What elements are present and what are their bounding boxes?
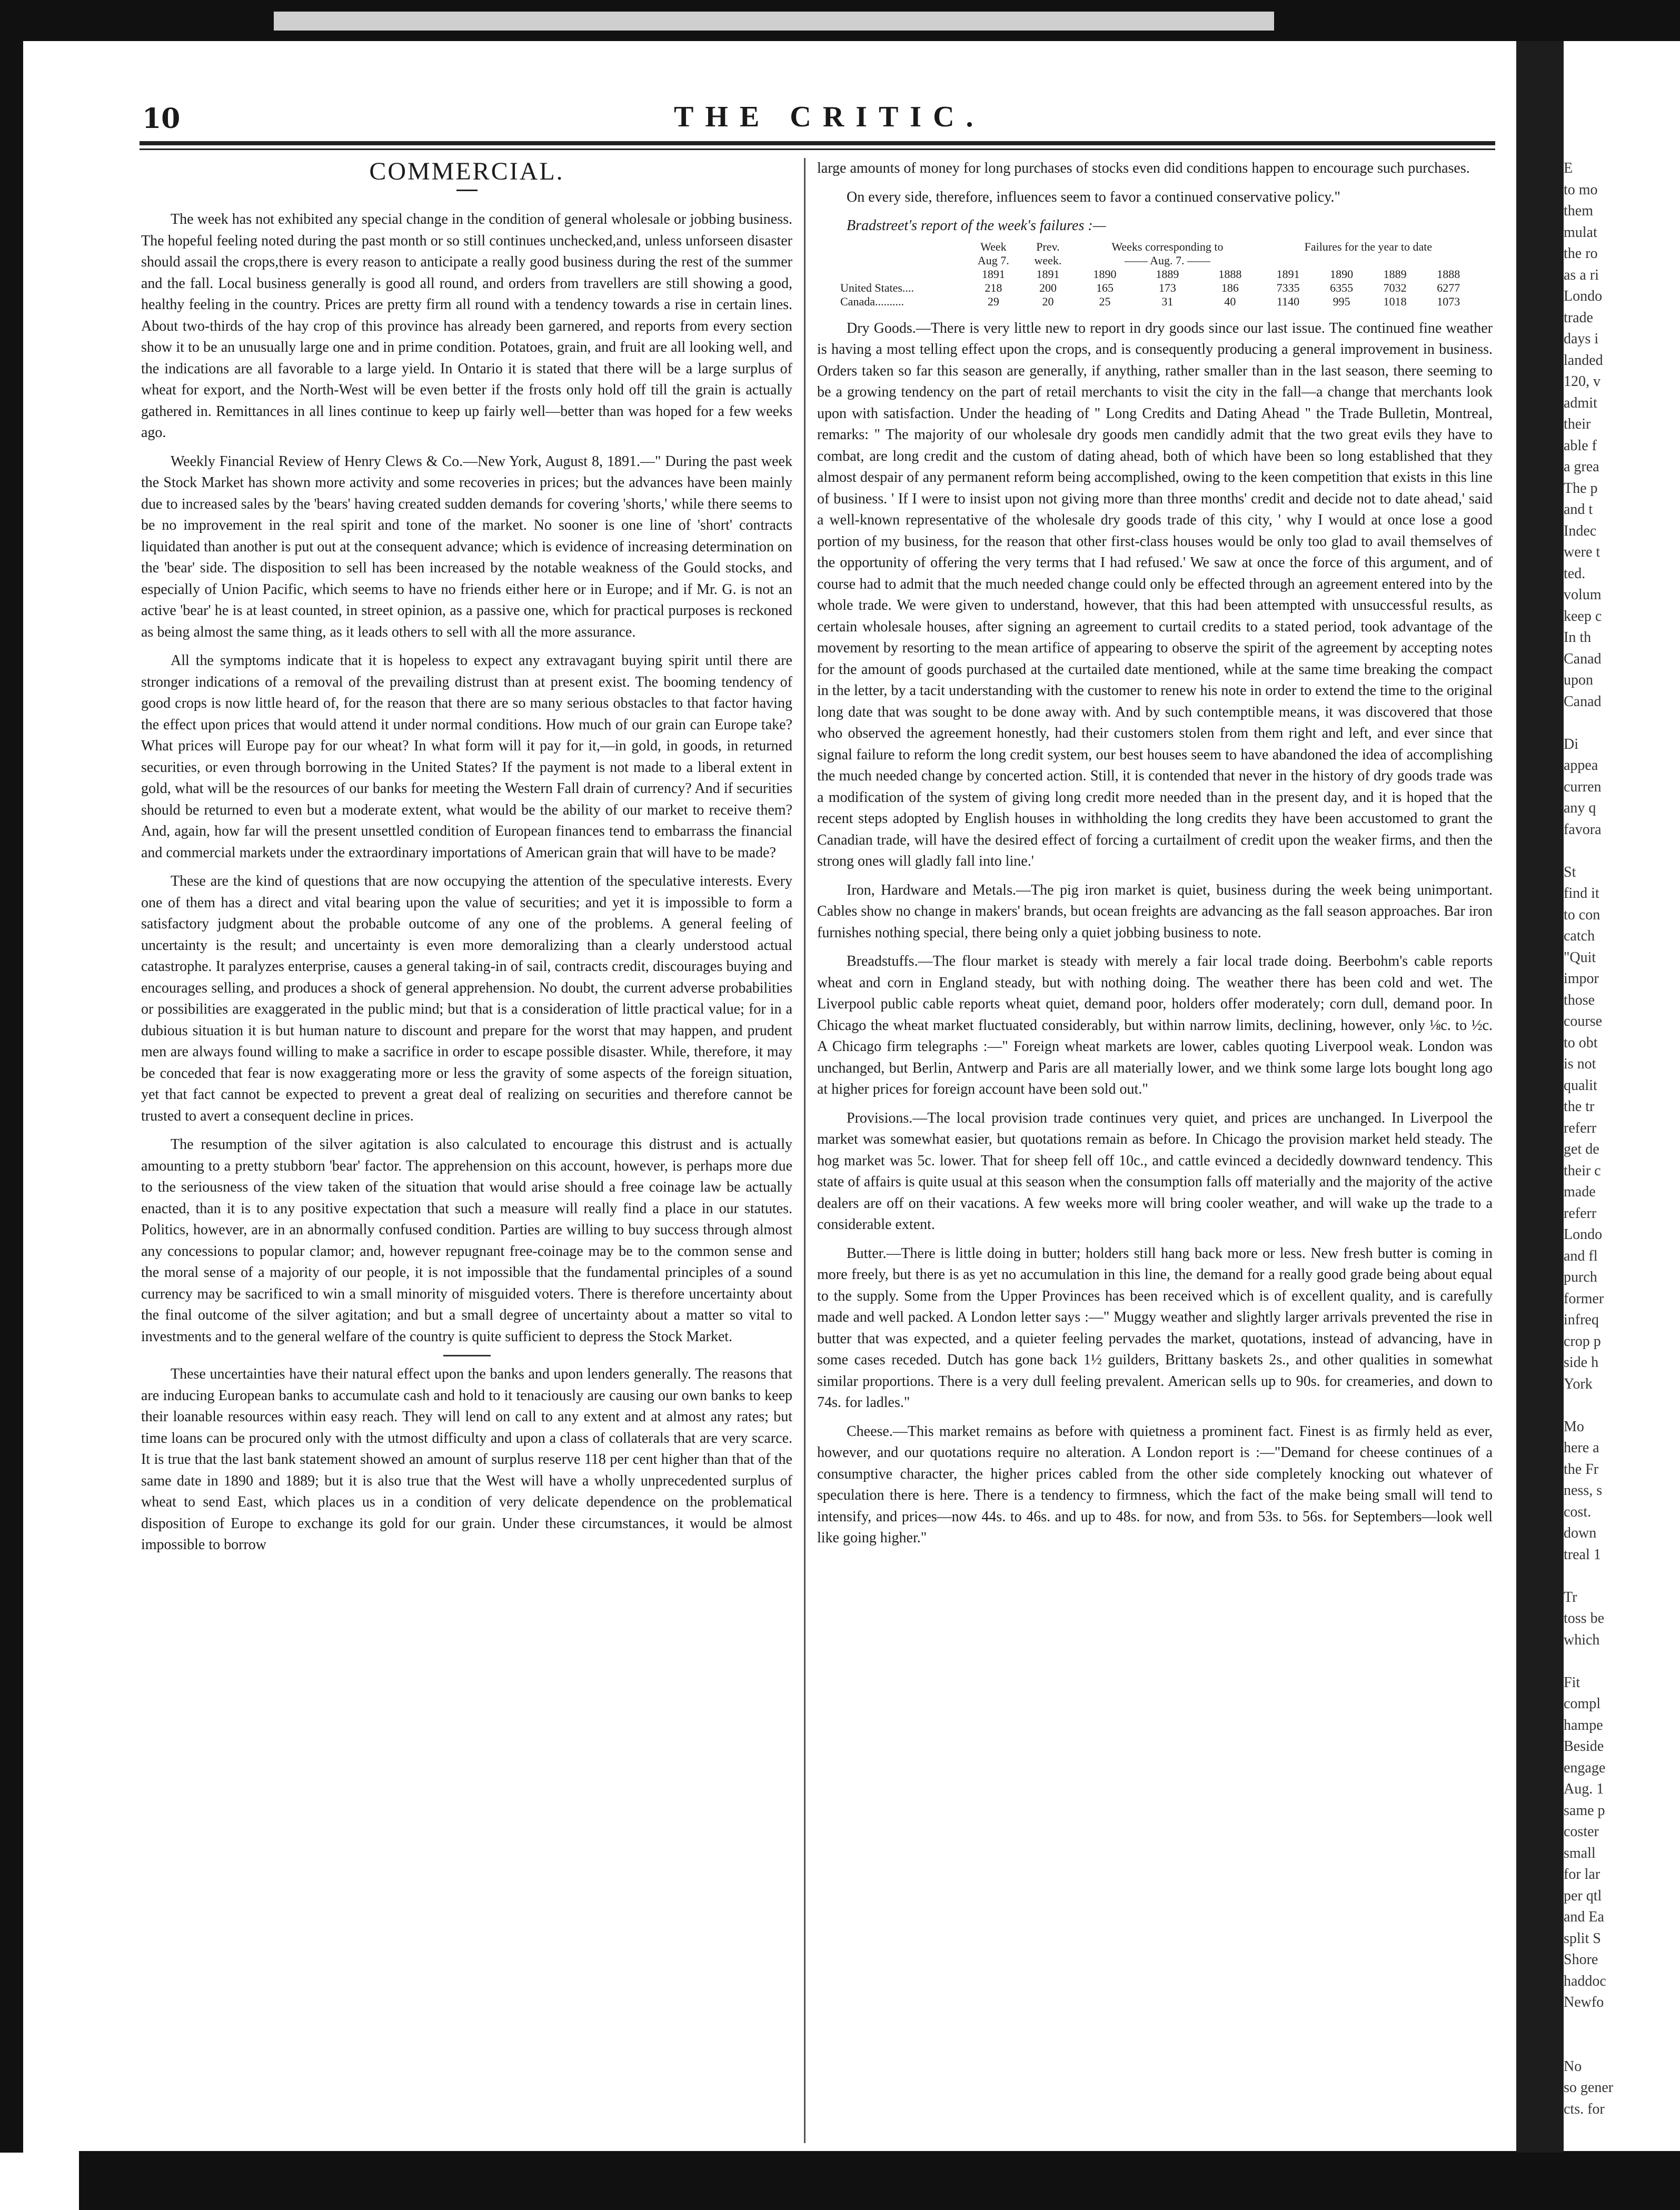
margin-fragment: Shore [1564,1951,1598,1968]
margin-fragment: haddoc [1564,1973,1606,1989]
margin-fragment: were t [1564,544,1601,560]
table-cell: 165 [1096,281,1114,294]
table-cell: 6277 [1437,281,1460,294]
table-cell: Aug 7. [977,253,1009,267]
table-cell: Canada.......... [840,294,904,308]
table-cell: 173 [1158,281,1176,294]
margin-fragment: Londo [1564,1226,1603,1243]
page-gutter-shadow [1516,41,1564,2153]
table-cell: week. [1034,253,1062,267]
margin-fragment: the Fr [1564,1461,1599,1478]
margin-fragment: referr [1564,1205,1597,1222]
margin-fragment: split S [1564,1930,1601,1947]
table-cell: 1073 [1437,294,1460,308]
table-cell: 1891 [1276,267,1300,281]
column-divider [804,158,806,2143]
paragraph-conservative-policy: On every side, therefore, influences seem to favor a continued conservative policy." [847,189,1340,205]
table-cell: 31 [1161,294,1174,308]
margin-fragment: coster [1564,1824,1599,1840]
margin-fragment: so gener [1564,2079,1614,2096]
masthead-title: THE CRITIC. [674,101,985,133]
page-number: 10 [142,103,181,135]
margin-fragment [1564,1565,1680,1587]
margin-fragment: 120, v [1564,373,1601,390]
table-cell: 1018 [1383,294,1407,308]
margin-fragment: to obt [1564,1034,1598,1051]
paragraph-banks: These uncertainties have their natural effect upon the banks and upon lenders generally. The reasons that are inducing European banks to accumulate cash and hold to it tenaciously are causing our own banks to keep their loanable resources within easy reach. They will lend on call to any extent and at almost any rates; but time loans can be procured only with the utmost difficulty and upon a class of collaterals that are very scarce. It is true that the last bank statement showed an amount of surplus reserve 118 per cent higher than that of the same date in 1890 and 1889; but it is also true that the West will have a wholly unprecedented surplus of wheat to send East, which places us in a condition of very delicate dependence on the problematical disposition of Europe to exchange its gold for our grain. Under these circumstances, it would be almost impossible to borrow [141,1366,792,1553]
margin-fragment: ness, s [1564,1482,1603,1499]
margin-fragment: York [1564,1375,1593,1392]
table-cell: 200 [1039,281,1057,294]
table-cell: United States.... [840,281,914,294]
margin-fragment: side h [1564,1354,1599,1371]
table-row [838,281,1475,295]
table-cell: 995 [1333,294,1350,308]
margin-fragment: treal 1 [1564,1546,1601,1563]
paragraph-clews-review: Weekly Financial Review of Henry Clews & Co.—New York, August 8, 1891.—" During the past week the Stock Market has shown more activity and some recoveries in prices; but the advances have been mainly due to increased sales by the 'bears' having created sudden demands for covering 'shorts,' while there seems to be no improvement in the real spirit and tone of the market. No sooner is one line of 'short' contracts liquidated than another is put out at the consequent advance; which is evidence of increasing determination on the 'bear' side. The disposition to sell has been increased by the notable weakness of the Gould stocks, and especially of Union Pacific, which seems to have no friends either here or in Europe; and if Mr. G. is not an active 'bear' he is at least counted, in street opinion, as a passive one, which for practical purposes is reckoned as being almost the same thing, as it leads others to sell with all the more assurance. [141,453,792,640]
table-cell: 186 [1221,281,1239,294]
margin-fragment: is not [1564,1056,1596,1072]
table-cell [838,254,965,267]
margin-fragment: In th [1564,629,1592,646]
margin-fragment: and t [1564,501,1593,518]
margin-fragment: per qtl [1564,1887,1602,1904]
margin-fragment: No [1564,2058,1582,2075]
margin-fragment: toss be [1564,1610,1604,1627]
margin-fragment: their c [1564,1162,1601,1179]
margin-fragment: The p [1564,480,1598,497]
margin-fragment: able f [1564,437,1597,454]
table-cell: 1889 [1383,267,1407,281]
paragraph-business-conditions: The week has not exhibited any special change in the condition of general wholesale or jobbing business. The hopeful feeling noted during the past month or so still continues unchecked,and, unless unforseen disaster should assail the crops,there is every reason to anticipate a really good business during the rest of the summer and the fall. Local business generally is good all round, and orders from travellers are still showing a good, healthy feeling in the country. Prices are pretty firm all round with a tendency towards a rise in certain lines. About two-thirds of the hay crop of this province has already been garnered, and reports from every section show it to be an unusually large one and in prime condition. Potatoes, grain, and fruit are all looking well, and the indications are all favorable to a large yield. In Ontario it is stated that there will be a large surplus of wheat for export, and the North-West will be even better if the frosts only hold off till the grain is actually gathered in. Remittances in all lines continue to keep up fairly well—better than was hoped for a few weeks ago. [141,211,792,441]
table-cell: Failures for the year to date [1304,240,1433,253]
margin-fragment: catch [1564,928,1595,944]
margin-fragment: St [1564,864,1576,880]
margin-fragment: and fl [1564,1247,1598,1264]
margin-fragment: Indec [1564,522,1597,539]
top-scan-artifact [274,12,1274,31]
table-cell: 40 [1224,294,1236,308]
paragraph-continued: large amounts of money for long purchases of stocks even did conditions happen to encourage such purchases. [817,160,1470,176]
margin-fragment: Beside [1564,1738,1604,1755]
paragraph-butter: Butter.—There is little doing in butter; holders still hang back more or less. New fresh butter is coming in more freely, but there is as yet no accumulation in this line, the demand for a really good grade being about equal to the supply. Some from the Upper Provinces has been received which is of excellent quality, and is carefully made and well packed. A London letter says :—" Muggy weather and slightly larger arrivals prevented the rise in butter that was expected, and a quieter feeling pervades the market, quotations, instead of advancing, have in some cases receded. Dutch has gone back 1½ guilders, Brittany baskets 2s., and other qualities in somewhat similar proportions. There is a very dull feeling prevalent. American sells up to 90s. for creameries, and down to 74s. for ladles." [817,1245,1493,1411]
margin-fragment: cts. for [1564,2100,1605,2117]
margin-fragment: appea [1564,757,1598,774]
table-cell: 7335 [1276,281,1300,294]
margin-fragment: admit [1564,394,1597,411]
section-heading: COMMERCIAL. [369,157,564,185]
failures-caption: Bradstreet's report of the week's failures :— [847,217,1106,234]
adjacent-page-fragments [1564,158,1680,2120]
table-cell: 29 [987,294,999,308]
table-cell: Week [980,240,1007,253]
margin-fragment [1564,840,1680,862]
paragraph-cheese: Cheese.—This market remains as before with quietness a prominent fact. Finest is as firmly held as ever, however, and our quotations require no alteration. A London report is :—"Demand for cheese continues of a consumptive character, the higher prices cabled from the other side completely knocking out whatever of speculation there is here. There is a tendency to firmness, which the fact of the make being small will tend to intensify, and prices—now 44s. to 46s. and up to 48s. for now, and from 53s. to 56s. for Septembers—look well like going higher." [817,1423,1493,1546]
margin-fragment: ted. [1564,565,1586,582]
margin-fragment: those [1564,992,1595,1008]
margin-fragment: Canad [1564,693,1602,710]
margin-fragment: compl [1564,1696,1601,1712]
margin-fragment: former [1564,1290,1604,1307]
masthead-rule-thin [140,148,1495,150]
left-column [141,158,792,1556]
table-cell: 1889 [1156,267,1179,281]
margin-fragment: keep c [1564,608,1602,625]
margin-fragment [1564,712,1680,734]
paragraph-provisions: Provisions.—The local provision trade continues very quiet, and prices are unchanged. In Liverpool the market was somewhat easier, but quotations remain as before. In Chicago the provision market held steady. The hog market was 5c. lower. That for sheep fell off 10c., and cattle evinced a decidedly downward tendency. This state of affairs is quite usual at this season when the consumption falls off materially and the majority of the active dealers are off on their vacations. A few weeks more will bring cooler weather, and will wake up the trade to a considerable extent. [817,1109,1493,1233]
margin-fragment [1564,1651,1680,1672]
table-header-row [838,267,1475,281]
table-cell [838,267,965,281]
margin-fragment: trade [1564,309,1593,326]
table-cell: 7032 [1383,281,1407,294]
margin-fragment: them [1564,203,1593,219]
margin-fragment: E [1564,160,1573,176]
margin-fragment: here a [1564,1440,1599,1456]
margin-fragment: a grea [1564,459,1599,475]
margin-fragment: Mo [1564,1418,1584,1435]
paragraph-symptoms: All the symptoms indicate that it is hopeless to expect any extravagant buying spirit until there are stronger indications of a removal of the prevailing distrust than at present exist. The booming tendency of good crops is now little heard of, for the reason that there are so many serious obstacles to that factor having the effect upon prices that would attend it under normal conditions. How much of our grain can Europe take? What prices will Europe pay for our wheat? In what form will it pay for it,—in gold, in goods, in returned securities, or even through borrowing in the United States? If the payment is not made to a liberal extent in gold, what will be the resources of our banks for meeting the Western Fall drain of currency? And if securities should be returned to even but a moderate extent, what would be the ability of our market to receive them? And, again, how far will the present unsettled condition of European finances tend to embarrass the financial and commercial markets under the extraordinary importations of American grain that will have to be made? [141,652,792,861]
margin-fragment: days i [1564,331,1599,347]
paragraph-questions: These are the kind of questions that are now occupying the attention of the speculative interests. Every one of them has a direct and vital bearing upon the value of securities; and yet it is impossible to form a satisfactory judgment about the probable outcome of any one of the problems. A general feeling of uncertainty is the result; and uncertainty is even more demoralizing than a clearly understood actual catastrophe. It paralyzes enterprise, causes a general taking-in of sail, contracts credit, discourages buying and encourages selling, and produces a shock of general apprehension. No doubt, the current adverse probabilities or possibilities are exaggerated in the public mind; but that is a consideration of little practical value; for in a dubious situation it is but human nature to discount and prepare for the worst that may happen, and prudent men are always found willing to make a sacrifice in order to escape possible disaster. While, therefore, it may be conceded that fear is now exaggerating more or less the gravity of some aspects of the foreign situation, yet that fact cannot be expected to prevent a great deal of realizing on securities and therefore cannot be trusted to avert a consequent decline in prices. [141,873,792,1124]
table-cell: Weeks corresponding to [1111,240,1224,253]
margin-fragment: volum [1564,587,1602,603]
margin-fragment: upon [1564,672,1593,688]
paragraph-rule [443,1355,491,1356]
margin-fragment [1564,1395,1680,1416]
margin-fragment: impor [1564,970,1599,987]
margin-fragment: qualit [1564,1077,1597,1094]
margin-fragment: curren [1564,778,1602,795]
margin-fragment: infreq [1564,1312,1599,1328]
table-cell: 1140 [1276,294,1300,308]
table-cell: 6355 [1330,281,1354,294]
table-cell [838,240,965,254]
table-cell: 1891 [1036,267,1060,281]
margin-fragment: the ro [1564,245,1598,262]
margin-fragment: purch [1564,1269,1597,1285]
margin-fragment: for lar [1564,1866,1601,1882]
margin-fragment: find it [1564,885,1599,901]
margin-fragment: made [1564,1184,1596,1200]
failures-table [838,240,1475,309]
table-cell: 1891 [981,267,1005,281]
margin-fragment: any q [1564,800,1596,816]
margin-fragment: "Quit [1564,949,1596,966]
margin-fragment: Londo [1564,288,1603,304]
paragraph-dry-goods: Dry Goods.—There is very little new to report in dry goods since our last issue. The continued fine weather is having a most telling effect upon the crops, and is consequently producing a general improvement in business. Orders taken so far this season are generally, if anything, rather smaller than in the last season, there seeming to be a growing tendency on the part of retail merchants to visit the city in the fall—a change that merchants look upon with satisfaction. Under the heading of " Long Credits and Dating Ahead " the Trade Bulletin, Montreal, remarks: " The majority of our wholesale dry goods men candidly admit that the two great evils they have to combat, are long credit and the custom of dating ahead, both of which have been so long established that they almost despair of any permanent reform being accomplished, owing to the keen competition that exists in this line of business. ' If I were to insist upon not giving more than three months' credit and decide not to date ahead,' said a well-known representative of the wholesale dry goods trade of this city, ' why I would at once lose a good portion of my business, for the reason that other first-class houses would be only too glad to avail themselves of the opportunity of offering the very terms that I had refused.' We saw at once the force of this argument, and of course had to admit that the much needed change could only be effected through an agreement entered into by the whole trade. We were given to understand, however, that this had been attempted with unsuccessful results, as certain wholesale houses, after signing an agreement to curtail credits to a stated period, took advantage of the movement by resorting to the mean artifice of appearing to observe the spirit of the agreement by accepting notes for the amount of goods purchased at the curtailed date mentioned, while at the same time breaking the compact in the letter, by a tacit understanding with the customer to renew his note in order to extend the time to the original long date that was sought to be done away with. And by such contemptible means, it was discovered that those who observed the agreement honestly, had their customers stolen from them right and left, and ever since that signal failure to reform the long credit system, our best houses seem to have abandoned the idea of accomplishing the much needed change by concerted action. Still, it is contended that never in the history of dry goods trade was a modification of the system of giving long credit more needed than in the present day, and it is hoped that the recent steps adopted by English houses in withholding the long credits they have been accustomed to grant the Canadian trade, will have the desired effect of forcing a curtailment of credit upon the weaker firms, and then the strong ones will gladly fall into line.' [817,320,1493,869]
left-scan-border [0,41,23,2153]
margin-fragment: to mo [1564,181,1598,198]
table-cell: 25 [1099,294,1111,308]
margin-fragment: which [1564,1631,1600,1648]
margin-fragment [1564,2014,1680,2035]
margin-fragment: referr [1564,1119,1597,1136]
margin-fragment: Newfo [1564,1994,1604,2010]
margin-fragment: Aug. 1 [1564,1781,1604,1797]
margin-fragment: down [1564,1525,1597,1541]
margin-fragment: cost. [1564,1503,1592,1520]
margin-fragment: small [1564,1845,1596,1861]
margin-fragment: Tr [1564,1589,1577,1606]
table-cell [1261,254,1475,267]
table-cell: 20 [1042,294,1054,308]
margin-fragment: as a ri [1564,266,1599,283]
table-cell: 1890 [1093,267,1117,281]
table-header-row [838,240,1475,254]
right-column [817,158,1493,1549]
margin-fragment: same p [1564,1802,1605,1819]
table-cell: —— Aug. 7. —— [1124,253,1211,267]
margin-fragment: and Ea [1564,1909,1604,1925]
heading-rule [456,190,478,191]
margin-fragment: hampe [1564,1717,1603,1733]
table-cell: Prev. [1036,240,1060,253]
margin-fragment: landed [1564,352,1603,369]
paragraph-iron-hardware: Iron, Hardware and Metals.—The pig iron market is quiet, business during the week being unimportant. Cables show no change in makers' brands, but ocean freights are advancing as the fall season approaches. Bar iron furnishes nothing special, there being only a quiet jobbing business to note. [817,881,1493,941]
table-cell: 218 [985,281,1002,294]
margin-fragment [1564,2035,1680,2056]
table-cell: 1888 [1218,267,1242,281]
margin-fragment: Canad [1564,650,1602,667]
margin-fragment: course [1564,1013,1603,1029]
masthead-rule-thick [140,141,1495,145]
margin-fragment: get de [1564,1141,1599,1157]
margin-fragment: Fit [1564,1674,1580,1691]
table-cell: 1888 [1437,267,1460,281]
table-cell: 1890 [1330,267,1354,281]
table-header-row [838,254,1475,267]
paragraph-breadstuffs: Breadstuffs.—The flour market is steady with merely a fair local trade doing. Beerbohm's cable reports wheat and corn in England steady, but with nothing doing. The weather there has been cold and wet. The Liverpool public cable reports wheat quiet, demand poor, holders offer moderately; corn dull, demand poor. In Chicago the wheat market fluctuated considerably, but within narrow limits, declining, however, only ⅛c. to ½c. A Chicago firm telegraphs :—" Foreign wheat markets are lower, cables quoting Liverpool weak. London was unchanged, but Berlin, Antwerp and Paris are all materially lower, and we think some large lots bought long ago at higher prices for foreign account have been sold out." [817,953,1493,1097]
paragraph-silver-agitation: The resumption of the silver agitation is also calculated to encourage this distrust and is actually amounting to a pretty stubborn 'bear' factor. The apprehension on this account, however, is perhaps more due to the seriousness of the view taken of the situation that would arise should a free coinage law be actually enacted, than it is to any positive expectation that such a measure will really find a place in our statutes. Politics, however, are in an abnormally confused condition. Parties are willing to buy success through almost any concessions to popular clamor; and, however repugnant free-coinage may be to the common sense and the moral sense of a majority of our people, it is not impossible that the fundamental principles of a sound currency may be sacrificed to win a small minority of misguided voters. There is therefore uncertainty about the final outcome of the silver agitation; and but a small degree of uncertainty about a matter so vital to investments and to the general welfare of the country is quite sufficient to depress the Stock Market. [141,1136,792,1345]
table-row [838,295,1475,309]
margin-fragment: favora [1564,821,1602,838]
margin-fragment: the tr [1564,1098,1595,1115]
margin-fragment: to con [1564,906,1601,923]
margin-fragment: Di [1564,736,1578,752]
margin-fragment: engage [1564,1759,1606,1776]
margin-fragment: mulat [1564,224,1597,241]
bottom-scan-border [79,2151,1680,2210]
margin-fragment: their [1564,416,1591,432]
margin-fragment: crop p [1564,1333,1601,1350]
